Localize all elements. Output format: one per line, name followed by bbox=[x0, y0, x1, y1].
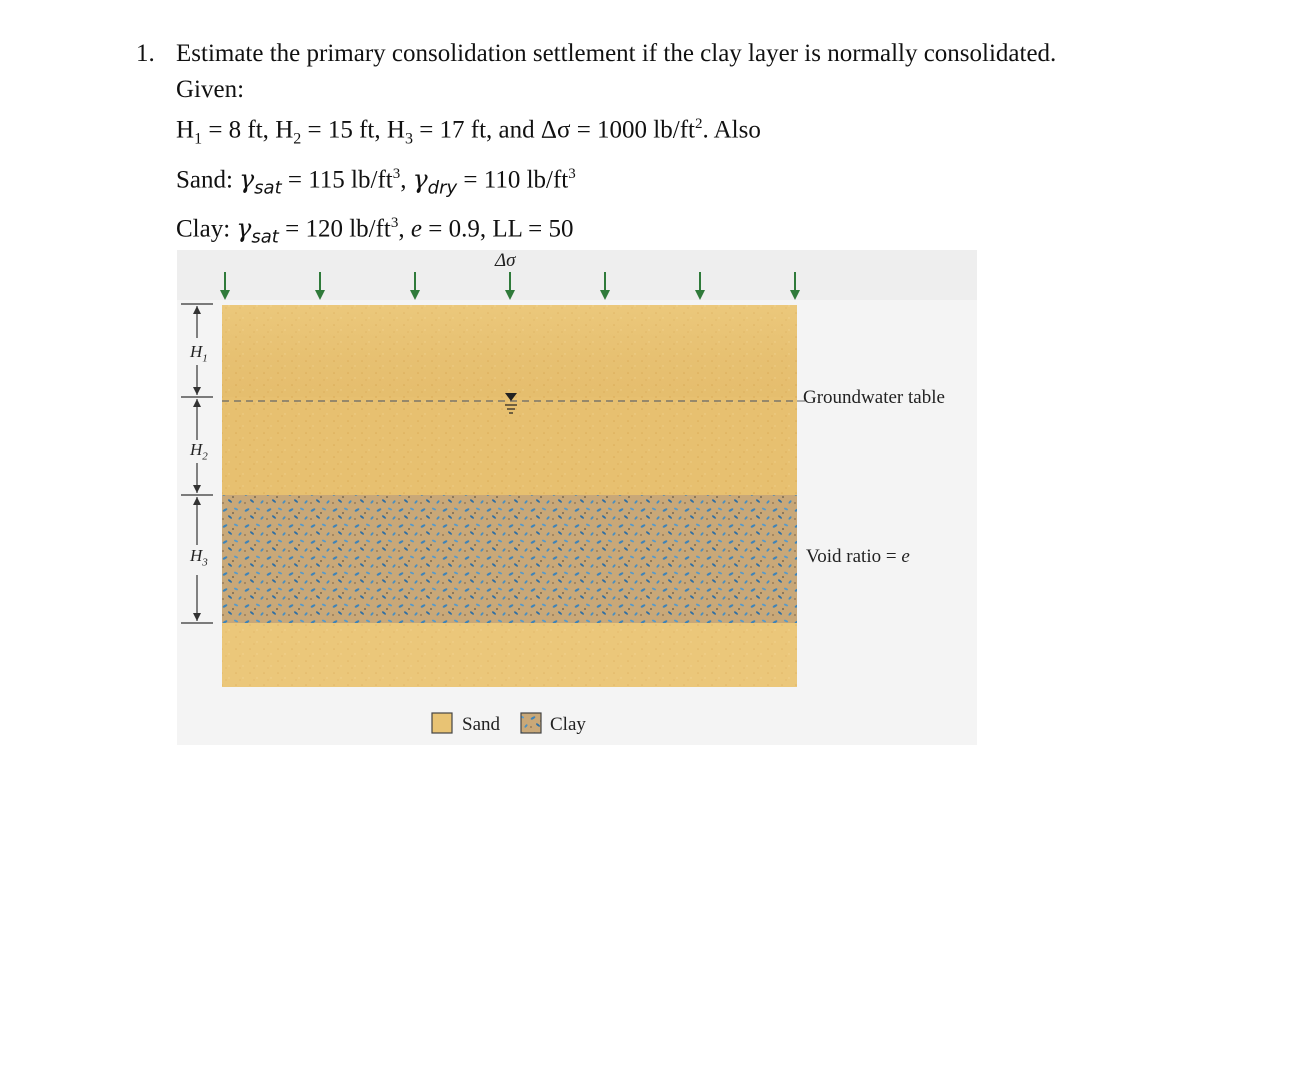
h3-letter: H bbox=[190, 546, 203, 565]
groundwater-table-label: Groundwater table bbox=[803, 387, 945, 408]
soil-profile-figure bbox=[177, 250, 977, 745]
h1-letter: H bbox=[190, 342, 203, 361]
unit-exponent: 3 bbox=[568, 165, 576, 182]
void-ratio-symbol: e bbox=[410, 214, 422, 242]
dry-subscript: dry bbox=[427, 177, 458, 199]
legend-clay-label: Clay bbox=[550, 714, 586, 735]
problem-statement bbox=[136, 36, 1236, 254]
void-ratio-label bbox=[806, 546, 910, 568]
h3-subscript: 3 bbox=[404, 130, 413, 148]
sat-subscript: sat bbox=[251, 225, 279, 247]
soil-profile-drawing bbox=[177, 250, 977, 745]
h1-subscript: 1 bbox=[194, 130, 203, 148]
legend-sand-label: Sand bbox=[462, 714, 500, 735]
delta-sigma-label: Δσ bbox=[495, 250, 516, 271]
h1-dimension-label bbox=[190, 342, 208, 364]
gamma-sat-symbol: γ bbox=[239, 164, 255, 194]
delta-sigma-exponent: 2 bbox=[694, 116, 703, 132]
void-ratio-text: Void ratio = bbox=[806, 546, 902, 567]
clay-layer bbox=[222, 495, 797, 623]
h3-sub: 3 bbox=[202, 556, 208, 569]
clay-other-values: = 0.9, LL = 50 bbox=[421, 214, 574, 242]
also-text: . Also bbox=[702, 116, 761, 144]
sand-properties bbox=[176, 157, 1236, 206]
h2-symbol: H bbox=[275, 116, 294, 144]
clay-properties bbox=[176, 206, 1236, 255]
h1-sub: 1 bbox=[202, 352, 208, 365]
sand-label: Sand: bbox=[176, 166, 240, 194]
gamma-dry-symbol: γ bbox=[412, 164, 428, 194]
separator: , bbox=[398, 214, 411, 242]
legend-clay-swatch bbox=[521, 713, 541, 733]
given-label: Given: bbox=[176, 75, 245, 103]
h2-value: = 15 ft, bbox=[301, 116, 387, 144]
sand-gamma-dry-value: = 110 lb/ft bbox=[457, 166, 569, 194]
question-text: Estimate the primary consolidation settlement if the clay layer is normally consolidated. bbox=[176, 40, 1057, 67]
h1-symbol: H bbox=[176, 116, 195, 144]
unit-exponent: 3 bbox=[390, 214, 399, 231]
h2-subscript: 2 bbox=[293, 130, 302, 148]
question-number: 1. bbox=[136, 40, 155, 67]
delta-sigma-value: Δσ = 1000 lb/ft bbox=[540, 116, 695, 144]
sat-subscript: sat bbox=[254, 177, 282, 199]
gamma-sat-symbol: γ bbox=[236, 212, 252, 242]
h1-value: = 8 ft, bbox=[202, 116, 276, 144]
figure-top-band bbox=[177, 250, 977, 300]
h2-dimension-label bbox=[190, 440, 208, 462]
clay-label: Clay: bbox=[176, 214, 237, 242]
separator: , bbox=[400, 166, 413, 194]
given-dimensions bbox=[176, 107, 1236, 157]
question-body bbox=[176, 36, 1236, 254]
unit-exponent: 3 bbox=[392, 165, 401, 182]
h2-letter: H bbox=[190, 440, 203, 459]
clay-gamma-sat-value: = 120 lb/ft bbox=[278, 214, 391, 242]
sand-gamma-sat-value: = 115 lb/ft bbox=[281, 166, 393, 194]
h3-value: = 17 ft, and bbox=[412, 116, 541, 144]
legend-sand-swatch bbox=[432, 713, 452, 733]
void-ratio-e: e bbox=[901, 546, 910, 567]
h2-sub: 2 bbox=[202, 450, 208, 463]
h3-symbol: H bbox=[386, 116, 405, 144]
h3-dimension-label bbox=[190, 546, 208, 568]
